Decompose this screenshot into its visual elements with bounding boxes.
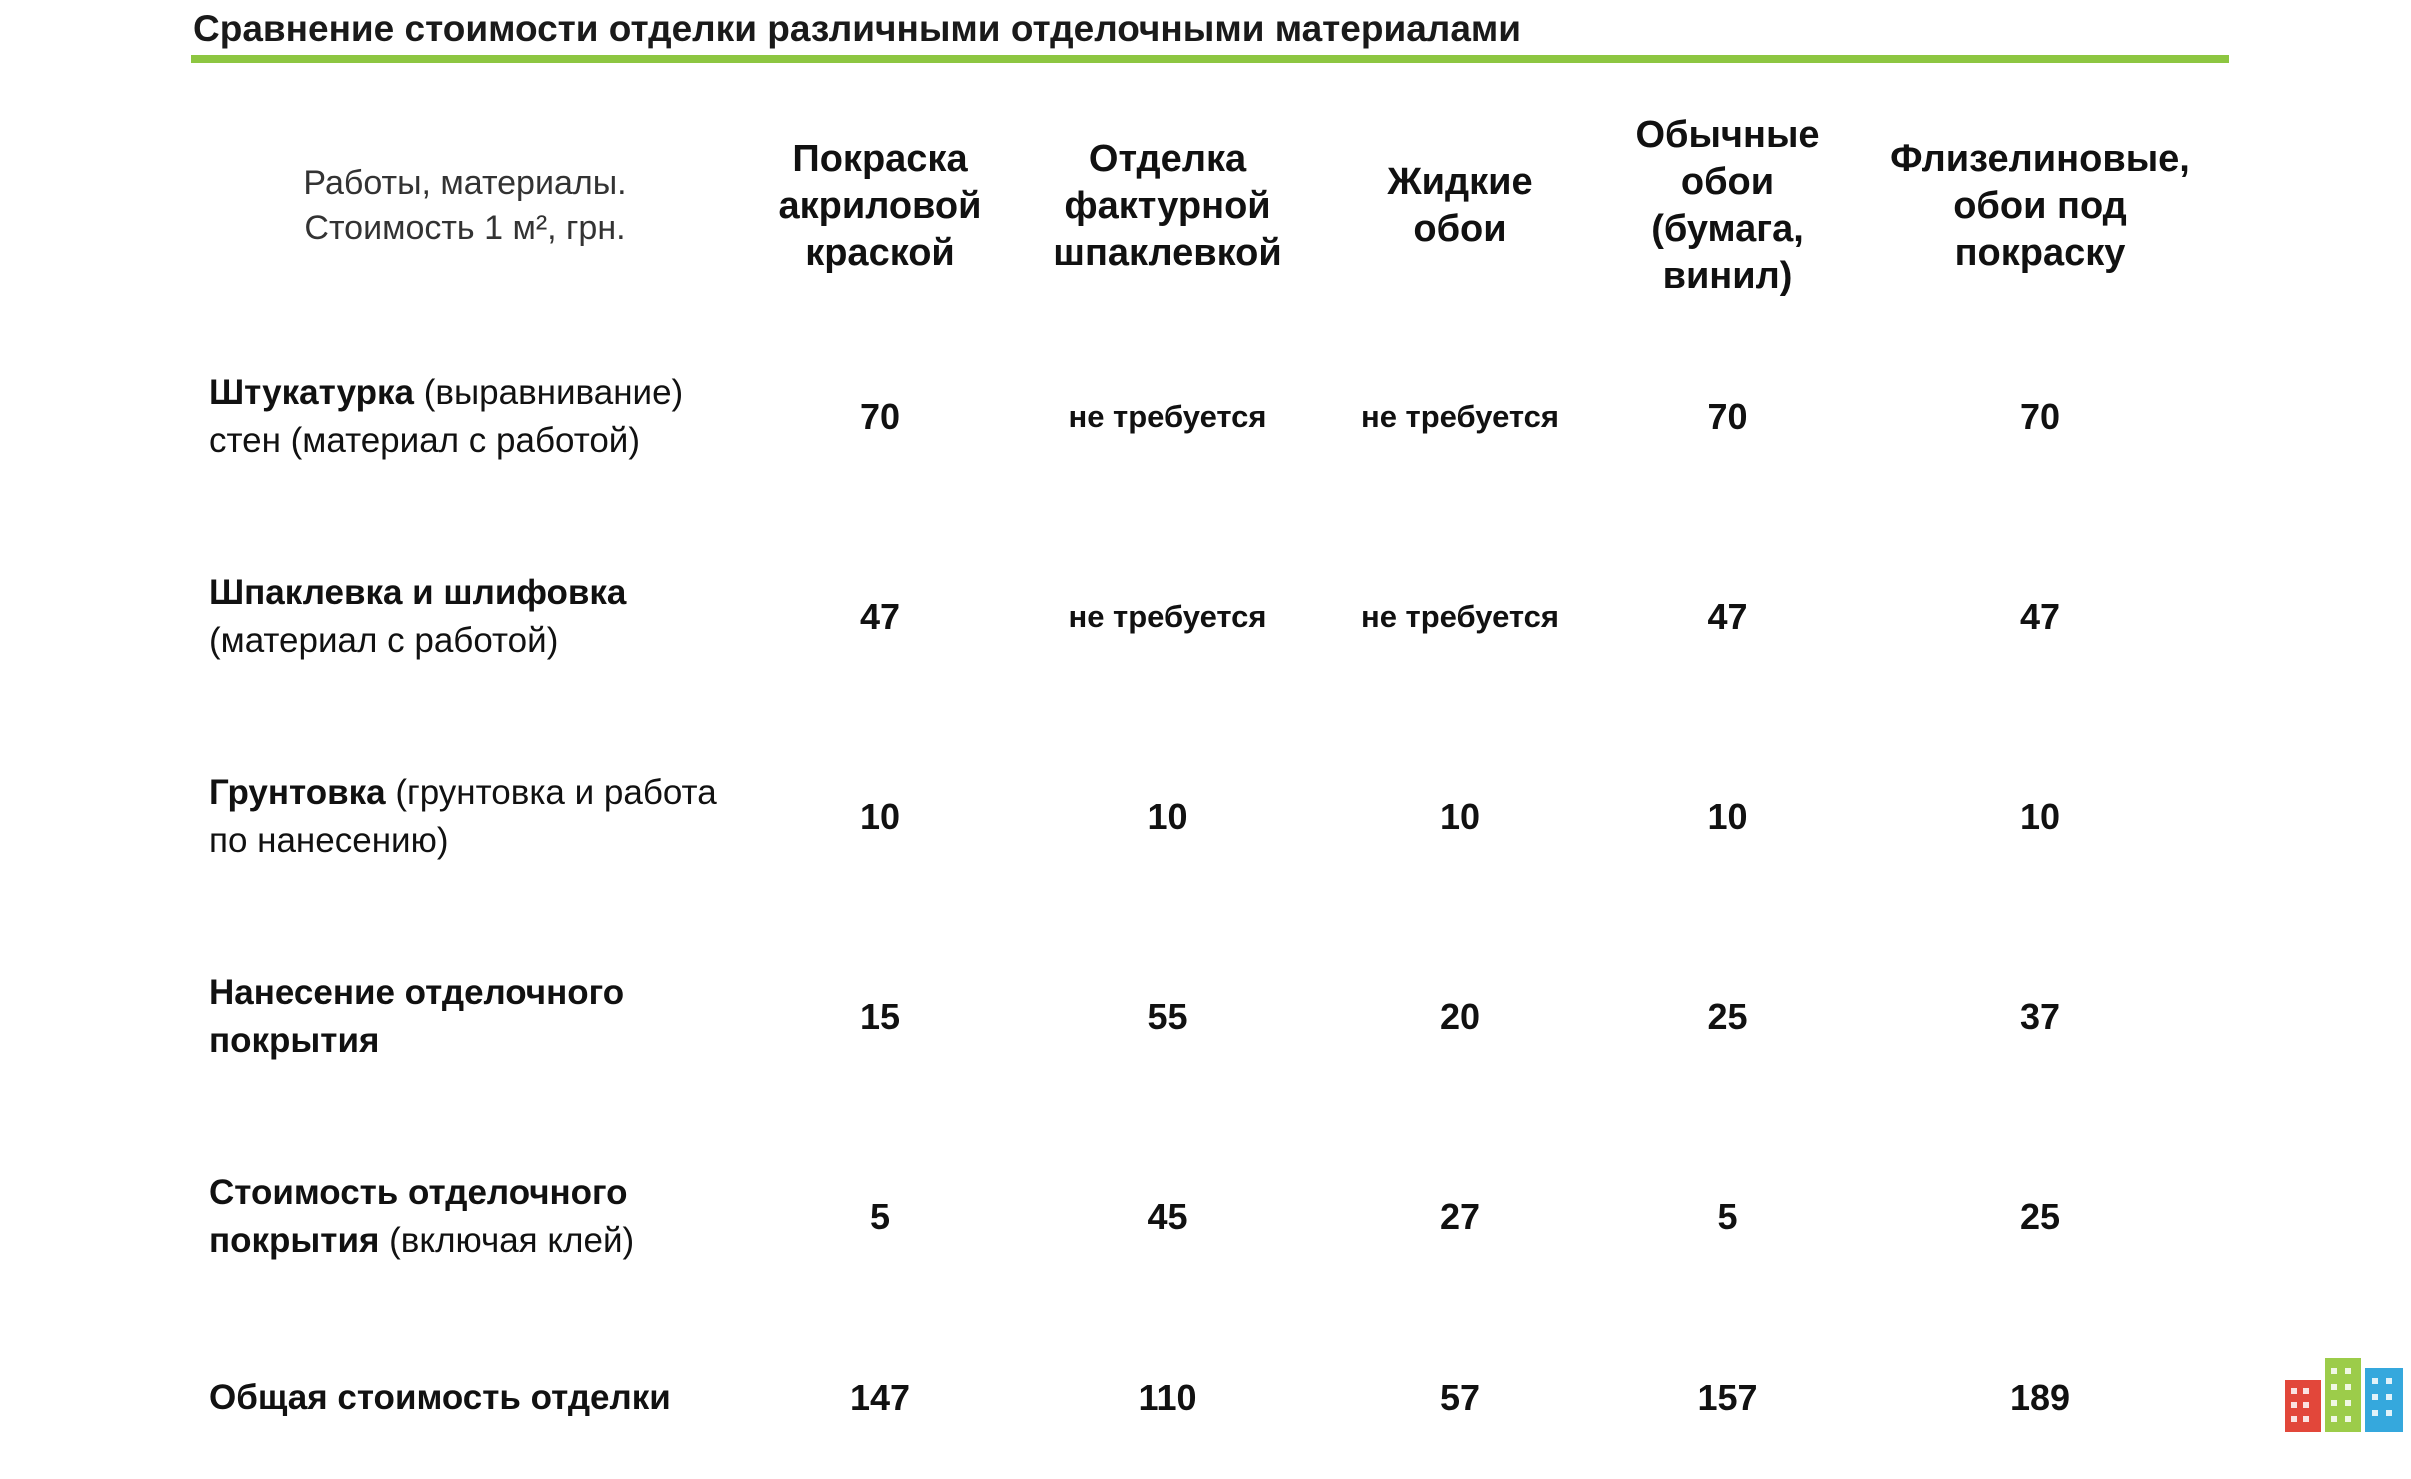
- table-cell: 10: [1147, 796, 1188, 837]
- table-cell: 10: [1707, 796, 1748, 837]
- page-title: Сравнение стоимости отделки различными отделочными материалами: [193, 8, 1522, 49]
- cost-comparison-table: [195, 95, 2235, 1479]
- row-label-normal: (грунтовка и работа по нанесению): [209, 773, 717, 860]
- table-cell: 27: [1439, 1196, 1481, 1237]
- column-header-line: акриловой: [778, 184, 982, 227]
- total-cell: 57: [1439, 1377, 1481, 1418]
- table-cell: 25: [2019, 1196, 2061, 1237]
- table-cell: 5: [869, 1196, 891, 1237]
- total-row: [195, 1317, 2235, 1479]
- row-label-normal: (включая клей): [379, 1221, 635, 1260]
- row-label-normal: (выравнивание) стен (материал с работой): [209, 373, 684, 460]
- column-header-line: обои: [1413, 208, 1507, 250]
- row-label-normal: (материал с работой): [209, 621, 559, 660]
- row-label: [195, 517, 735, 717]
- total-cell: 189: [2009, 1377, 2071, 1418]
- logo-green-building: [2325, 1358, 2361, 1432]
- corner-header: [195, 95, 735, 317]
- table-cell: 70: [1707, 396, 1748, 437]
- column-header-line: Покраска: [792, 137, 968, 180]
- column-header-line: шпаклевкой: [1053, 231, 1282, 274]
- table-cell: 15: [859, 996, 901, 1037]
- total-label-text: Общая стоимость отделки: [209, 1378, 671, 1417]
- row-label-bold: Грунтовка: [209, 773, 386, 812]
- table-cell: 47: [1707, 596, 1748, 637]
- logo-graphic: [2285, 1358, 2403, 1432]
- column-header-nonwoven-wallpaper: [1845, 95, 2235, 317]
- total-cell: 110: [1138, 1377, 1197, 1418]
- table-cell: 20: [1439, 996, 1481, 1037]
- row-label: [195, 317, 735, 517]
- row-label-bold: Штукатурка: [209, 373, 415, 412]
- table-row: [195, 1117, 2235, 1317]
- table-row: [195, 717, 2235, 917]
- table-cell: 45: [1147, 1196, 1188, 1237]
- table-cell: 55: [1147, 996, 1188, 1037]
- table-cell: 70: [859, 396, 901, 437]
- row-label: [195, 917, 735, 1117]
- column-header-line: краской: [805, 231, 955, 274]
- row-label-bold: Стоимость отделочного покрытия: [209, 1173, 628, 1260]
- table-cell: не требуется: [1360, 599, 1560, 634]
- column-header-line: фактурной: [1064, 184, 1271, 227]
- column-header-line: покраску: [1954, 231, 2126, 274]
- column-header-line: Жидкие: [1387, 161, 1533, 203]
- logo-blue-building: [2365, 1368, 2403, 1432]
- column-header-acrylic-paint: [735, 95, 1025, 317]
- table-cell: 25: [1707, 996, 1748, 1037]
- column-header-line: (бумага,: [1651, 208, 1804, 250]
- corner-header-line: Стоимость 1 м², грн.: [304, 209, 626, 247]
- column-header-line: винил): [1662, 255, 1793, 297]
- table-cell: 10: [859, 796, 901, 837]
- column-header-line: обои: [1680, 161, 1775, 203]
- table-row: [195, 317, 2235, 517]
- column-header-line: обои под: [1953, 184, 2127, 227]
- total-cell: 157: [1697, 1377, 1758, 1418]
- table-cell: 47: [2019, 596, 2061, 637]
- table-cell: 10: [2019, 796, 2061, 837]
- column-header-line: Отделка: [1088, 137, 1247, 180]
- column-header-regular-wallpaper: [1610, 95, 1845, 317]
- table-cell: 70: [2019, 396, 2061, 437]
- colored-buildings-logo-icon: [2285, 1358, 2403, 1432]
- corner-header-line: Работы, материалы.: [303, 164, 627, 202]
- table-cell: 5: [1717, 1196, 1738, 1237]
- table-cell: не требуется: [1068, 399, 1267, 434]
- table-cell: 37: [2019, 996, 2061, 1037]
- row-label-bold: Нанесение отделочного покрытия: [209, 973, 625, 1060]
- table-row: [195, 517, 2235, 717]
- row-label: [195, 717, 735, 917]
- table-row: [195, 917, 2235, 1117]
- total-label: [195, 1317, 735, 1479]
- row-label-bold: Шпаклевка и шлифовка: [209, 573, 627, 612]
- column-header-line: Флизелиновые,: [1890, 137, 2190, 180]
- table-cell: не требуется: [1068, 599, 1267, 634]
- table-cell: не требуется: [1360, 399, 1560, 434]
- column-header-texture-putty: [1025, 95, 1310, 317]
- total-cell: 147: [849, 1377, 911, 1418]
- title-underline: [191, 55, 2229, 63]
- column-header-line: Обычные: [1635, 114, 1820, 156]
- row-label: [195, 1117, 735, 1317]
- table-cell: 47: [859, 596, 901, 637]
- column-header-liquid-wallpaper: [1310, 95, 1610, 317]
- header-row: [195, 95, 2235, 317]
- table-cell: 10: [1439, 796, 1481, 837]
